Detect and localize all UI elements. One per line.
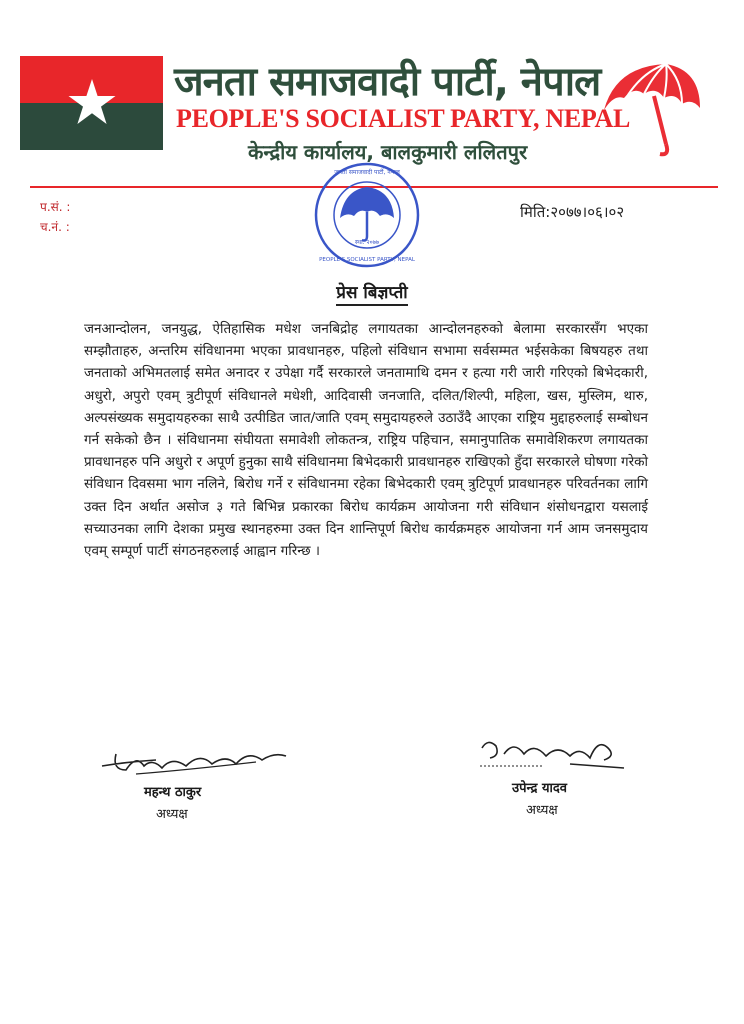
party-flag-logo bbox=[20, 56, 163, 150]
signature-block-left bbox=[96, 740, 296, 822]
svg-text:जनता समाजवादी पार्टी, नेपाल: जनता समाजवादी पार्टी, नेपाल bbox=[334, 169, 400, 176]
signatory-name: उपेन्द्र यादव bbox=[512, 781, 567, 796]
reference-number-label: प.सं. : bbox=[40, 200, 71, 214]
signatory-name: महन्थ ठाकुर bbox=[144, 785, 202, 800]
signatory-role: अध्यक्ष bbox=[526, 803, 558, 818]
press-release-body: जनआन्दोलन, जनयुद्ध, ऐतिहासिक मधेश जनबिद्रोह लगायतका आन्दोलनहरुको बेलामा सरकारसँग भएका सम्झौताहरु, अन्तरिम संविधानमा भएका प्रावधानहरु, पहिलो संविधान सभामा सर्वसम्मत भईसकेका बिषयहरु तथा जनताको अभिमतलाई समेत अनादर र उपेक्षा गर्दै सरकारले जनतामाथि दमन र हत्या गरी जारी गरिएको बिभेदकारी, अधुरो, अपुरो एवम् त्रुटीपूर्ण संविधानले मधेशी, आदिवासी जनजाति, दलित/शिल्पी, महिला, खस, मुस्लिम, थारु, अल्पसंख्यक समुदायहरुका साथै उत्पीडित जात/जाति एवम् समुदायहरुले उठाउँदै आएका राष्ट्रिय मुद्दाहरुलाई सम्बोधन गर्न सकेको छैन । संविधानमा संघीयता समावेशी लोकतन्त्र, राष्ट्रिय पहिचान, समानुपातिक समावेशिकरण लगायतका प्रावधानहरु पनि अधुरो र अपूर्ण हुनुका साथै संविधानमा बिभेदकारी प्रावधानहरु राखिएको हुँदा सरकारले घोषणा गरेको संविधान दिवसमा भाग नलिने, बिरोध गर्ने र संविधानमा रहेका बिभेदकारी एवम् त्रुटिपूर्ण प्रावधानहरु परिवर्तनका लागि उक्त दिन अर्थात असोज ३ गते बिभिन्न प्रकारका बिरोध कार्यक्रम आयोजना गरी संविधान शंसोधनद्वारा यसलाई सच्याउनका लागि देशका प्रमुख स्थानहरुमा उक्त दिन शान्तिपूर्ण बिरोध कार्यक्रमहरु आयोजना गर्न आम जनसमुदाय एवम् सम्पूर्ण पार्टी संगठनहरुलाई आह्वान गरिन्छ । bbox=[84, 321, 648, 560]
signature-block-right bbox=[474, 734, 644, 818]
dispatch-number-label: च.नं. : bbox=[40, 220, 70, 234]
office-address: केन्द्रीय कार्यालय, बालकुमारी ललितपुर bbox=[248, 140, 528, 164]
signatory-role: अध्यक्ष bbox=[156, 807, 188, 822]
party-seal-stamp bbox=[312, 160, 422, 270]
svg-text:PEOPLE'S SOCIALIST PARTY, NEPA: PEOPLE'S SOCIALIST PARTY, NEPAL bbox=[319, 257, 415, 263]
heading-text: प्रेस बिज्ञप्ती bbox=[336, 283, 407, 306]
party-name-nepali: जनता समाजवादी पार्टी, नेपाल bbox=[174, 59, 601, 105]
handwritten-signature-left bbox=[96, 740, 296, 780]
handwritten-signature-right bbox=[474, 734, 644, 776]
star-icon bbox=[68, 79, 116, 125]
press-release-heading bbox=[0, 280, 744, 303]
document-date: मिति:२०७७।०६।०२ bbox=[520, 203, 625, 221]
umbrella-icon bbox=[596, 58, 706, 158]
party-name-english: PEOPLE'S SOCIALIST PARTY, NEPAL bbox=[176, 104, 631, 133]
svg-text:स्था. २०७७: स्था. २०७७ bbox=[355, 239, 379, 246]
